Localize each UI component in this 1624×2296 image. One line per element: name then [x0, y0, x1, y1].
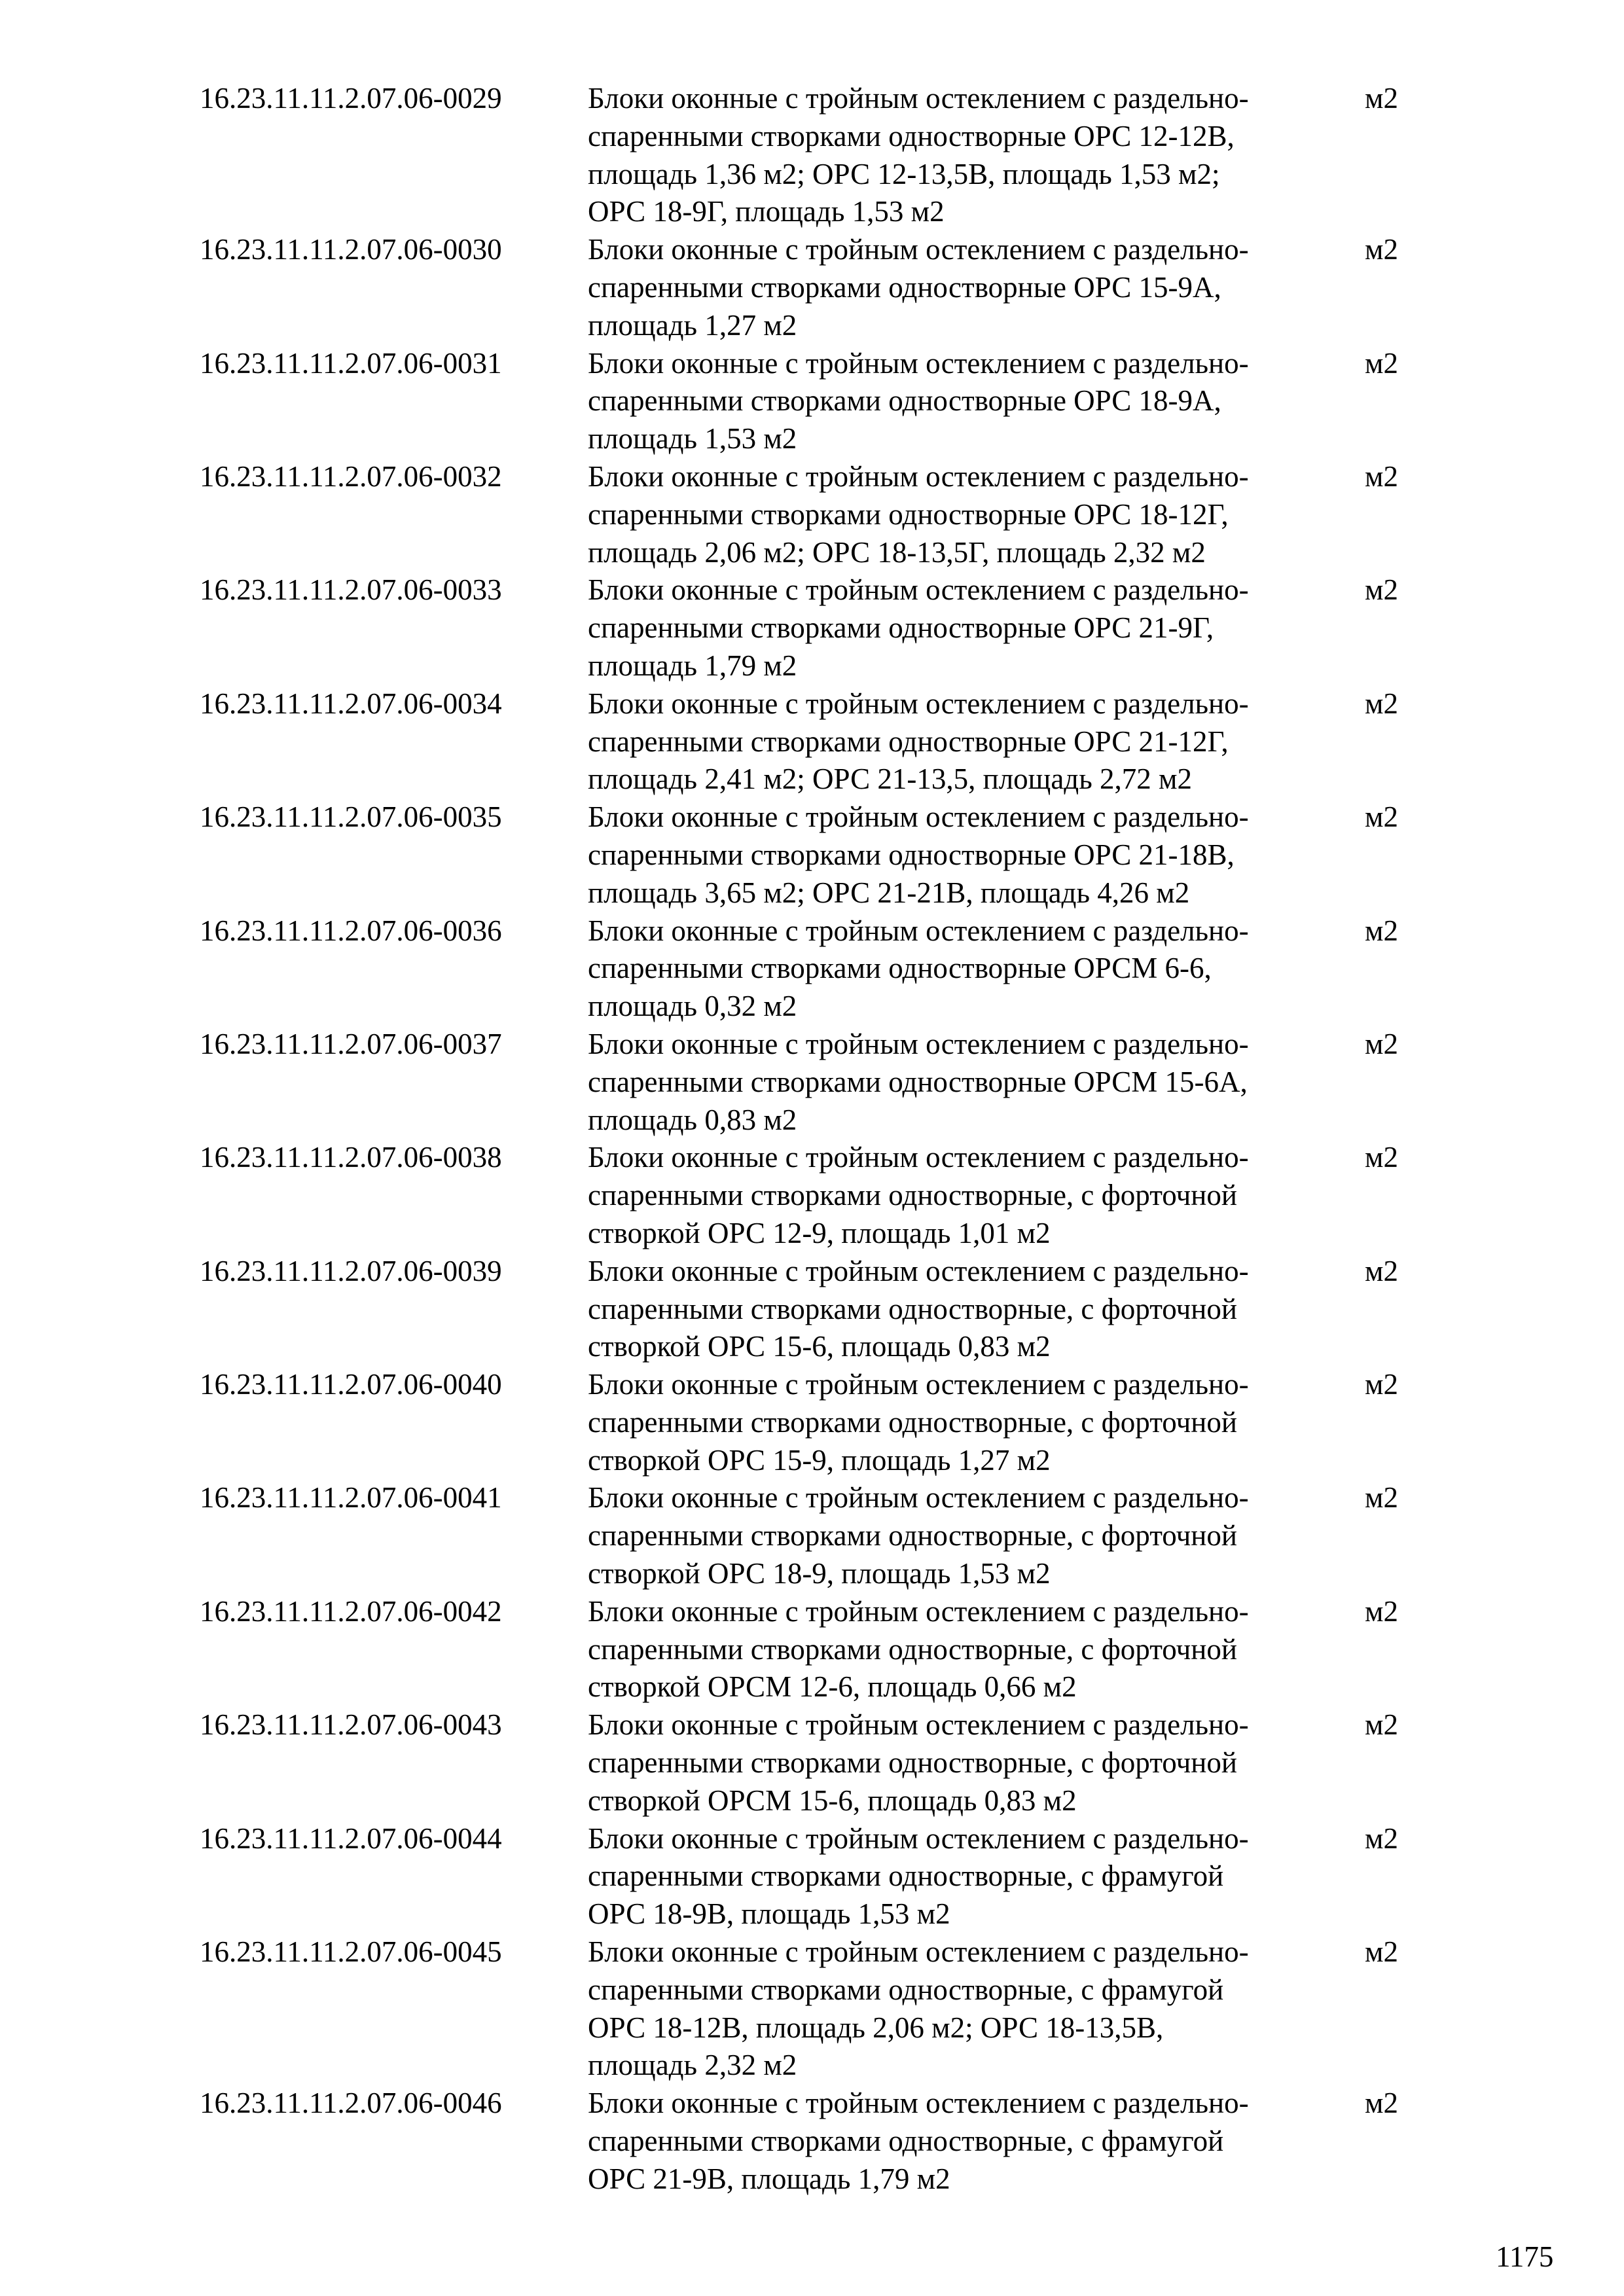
table-row: [200, 1820, 1443, 1933]
description-line: спаренными створками одностворные ОРС 15-9А,: [588, 270, 1221, 304]
description-line: площадь 0,32 м2: [588, 990, 797, 1023]
item-unit: м2: [1365, 1481, 1398, 1515]
catalog-table: [200, 80, 1443, 2198]
description-line: спаренными створками одностворные, с форточной: [588, 1179, 1237, 1212]
description-line: Блоки оконные с тройным остеклением с раздельно-: [588, 459, 1249, 493]
table-row: [200, 1593, 1443, 1706]
description-line: площадь 1,79 м2: [588, 649, 797, 682]
description-line: ОРС 18-9Г, площадь 1,53 м2: [588, 195, 945, 228]
item-description: [588, 685, 1365, 798]
description-line: Блоки оконные с тройным остеклением с раздельно-: [588, 1594, 1249, 1628]
description-line: Блоки оконные с тройным остеклением с раздельно-: [588, 687, 1249, 720]
description-line: спаренными створками одностворные ОРС 12-12В,: [588, 119, 1235, 152]
description-line: створкой ОРСМ 15-6, площадь 0,83 м2: [588, 1784, 1077, 1817]
item-unit: м2: [1365, 82, 1398, 115]
description-line: спаренными створками одностворные ОРС 18-9А,: [588, 384, 1221, 418]
item-unit: м2: [1365, 1027, 1398, 1060]
description-line: спаренными створками одностворные, с форточной: [588, 1632, 1237, 1666]
item-unit: м2: [1365, 1141, 1398, 1174]
description-line: площадь 3,65 м2; ОРС 21-21В, площадь 4,26 м2: [588, 876, 1190, 909]
item-description: [588, 571, 1365, 685]
item-code: 16.23.11.11.2.07.06-0045: [200, 1935, 502, 1969]
item-code: 16.23.11.11.2.07.06-0039: [200, 1254, 502, 1287]
table-row: [200, 1253, 1443, 1366]
description-line: площадь 1,27 м2: [588, 308, 797, 342]
table-row: [200, 1933, 1443, 2085]
table-row: [200, 1366, 1443, 1479]
table-row: [200, 1706, 1443, 1820]
item-description: [588, 1026, 1365, 1139]
description-line: Блоки оконные с тройным остеклением с раздельно-: [588, 914, 1249, 947]
description-line: Блоки оконные с тройным остеклением с раздельно-: [588, 1141, 1249, 1174]
item-code: 16.23.11.11.2.07.06-0032: [200, 459, 502, 493]
description-line: Блоки оконные с тройным остеклением с раздельно-: [588, 346, 1249, 380]
description-line: Блоки оконные с тройным остеклением с раздельно-: [588, 1821, 1249, 1855]
description-line: ОРС 18-12В, площадь 2,06 м2; ОРС 18-13,5В,: [588, 2011, 1164, 2044]
description-line: спаренными створками одностворные, с фрамугой: [588, 1859, 1224, 1893]
item-unit: м2: [1365, 914, 1398, 947]
item-unit: м2: [1365, 1708, 1398, 1742]
description-line: спаренными створками одностворные, с фрамугой: [588, 1973, 1224, 2006]
item-unit: м2: [1365, 459, 1398, 493]
item-code: 16.23.11.11.2.07.06-0035: [200, 800, 502, 834]
table-row: [200, 345, 1443, 458]
item-unit: м2: [1365, 573, 1398, 607]
item-code: 16.23.11.11.2.07.06-0044: [200, 1821, 502, 1855]
item-code: 16.23.11.11.2.07.06-0029: [200, 82, 502, 115]
description-line: Блоки оконные с тройным остеклением с раздельно-: [588, 573, 1249, 607]
item-description: [588, 798, 1365, 912]
table-row: [200, 571, 1443, 685]
item-description: [588, 345, 1365, 458]
description-line: спаренными створками одностворные, с фрамугой: [588, 2125, 1224, 2158]
item-description: [588, 231, 1365, 344]
item-unit: м2: [1365, 1594, 1398, 1628]
table-row: [200, 1479, 1443, 1592]
table-row: [200, 912, 1443, 1026]
description-line: площадь 1,53 м2: [588, 422, 797, 456]
description-line: Блоки оконные с тройным остеклением с раздельно-: [588, 1481, 1249, 1515]
description-line: Блоки оконные с тройным остеклением с раздельно-: [588, 1708, 1249, 1742]
item-description: [588, 1933, 1365, 2085]
item-code: 16.23.11.11.2.07.06-0037: [200, 1027, 502, 1060]
item-description: [588, 1253, 1365, 1366]
table-row: [200, 231, 1443, 344]
table-row: [200, 2085, 1443, 2198]
description-line: Блоки оконные с тройным остеклением с раздельно-: [588, 800, 1249, 834]
item-code: 16.23.11.11.2.07.06-0033: [200, 573, 502, 607]
item-code: 16.23.11.11.2.07.06-0042: [200, 1594, 502, 1628]
item-description: [588, 1706, 1365, 1820]
item-description: [588, 1479, 1365, 1592]
item-unit: м2: [1365, 1254, 1398, 1287]
description-line: створкой ОРС 15-6, площадь 0,83 м2: [588, 1330, 1051, 1363]
item-description: [588, 458, 1365, 571]
description-line: спаренными створками одностворные ОРСМ 6-6,: [588, 952, 1212, 985]
description-line: Блоки оконные с тройным остеклением с раздельно-: [588, 1368, 1249, 1401]
item-code: 16.23.11.11.2.07.06-0041: [200, 1481, 502, 1515]
item-description: [588, 1593, 1365, 1706]
item-unit: м2: [1365, 1368, 1398, 1401]
description-line: Блоки оконные с тройным остеклением с раздельно-: [588, 1254, 1249, 1287]
description-line: Блоки оконные с тройным остеклением с раздельно-: [588, 233, 1249, 266]
description-line: Блоки оконные с тройным остеклением с раздельно-: [588, 1027, 1249, 1060]
description-line: спаренными створками одностворные, с форточной: [588, 1746, 1237, 1780]
item-description: [588, 80, 1365, 231]
item-code: 16.23.11.11.2.07.06-0036: [200, 914, 502, 947]
item-description: [588, 1820, 1365, 1933]
description-line: створкой ОРСМ 12-6, площадь 0,66 м2: [588, 1670, 1077, 1704]
description-line: спаренными створками одностворные, с форточной: [588, 1405, 1237, 1439]
item-description: [588, 1366, 1365, 1479]
description-line: спаренными створками одностворные ОРС 18-12Г,: [588, 497, 1229, 531]
item-description: [588, 1139, 1365, 1252]
description-line: ОРС 21-9В, площадь 1,79 м2: [588, 2162, 950, 2195]
item-unit: м2: [1365, 1821, 1398, 1855]
item-unit: м2: [1365, 346, 1398, 380]
description-line: створкой ОРС 15-9, площадь 1,27 м2: [588, 1443, 1051, 1477]
description-line: спаренными створками одностворные ОРСМ 15-6А,: [588, 1065, 1248, 1098]
table-row: [200, 1026, 1443, 1139]
item-code: 16.23.11.11.2.07.06-0030: [200, 233, 502, 266]
item-code: 16.23.11.11.2.07.06-0040: [200, 1368, 502, 1401]
description-line: спаренными створками одностворные ОРС 21-12Г,: [588, 725, 1229, 758]
description-line: площадь 2,32 м2: [588, 2049, 797, 2082]
item-unit: м2: [1365, 800, 1398, 834]
item-unit: м2: [1365, 687, 1398, 720]
description-line: Блоки оконные с тройным остеклением с раздельно-: [588, 1935, 1249, 1969]
table-row: [200, 685, 1443, 798]
table-row: [200, 458, 1443, 571]
item-code: 16.23.11.11.2.07.06-0046: [200, 2087, 502, 2120]
item-code: 16.23.11.11.2.07.06-0031: [200, 346, 502, 380]
description-line: площадь 2,06 м2; ОРС 18-13,5Г, площадь 2,32 м2: [588, 535, 1206, 569]
table-row: [200, 80, 1443, 231]
description-line: площадь 0,83 м2: [588, 1103, 797, 1136]
description-line: Блоки оконные с тройным остеклением с раздельно-: [588, 2087, 1249, 2120]
item-unit: м2: [1365, 1935, 1398, 1969]
description-line: створкой ОРС 18-9, площадь 1,53 м2: [588, 1557, 1051, 1590]
item-unit: м2: [1365, 2087, 1398, 2120]
description-line: спаренными створками одностворные ОРС 21-9Г,: [588, 611, 1214, 645]
description-line: площадь 1,36 м2; ОРС 12-13,5В, площадь 1,53 м2;: [588, 157, 1220, 190]
description-line: створкой ОРС 12-9, площадь 1,01 м2: [588, 1216, 1051, 1249]
page-number: 1175: [1496, 2240, 1554, 2273]
description-line: спаренными створками одностворные ОРС 21-18В,: [588, 838, 1235, 871]
description-line: площадь 2,41 м2; ОРС 21-13,5, площадь 2,72 м2: [588, 762, 1192, 796]
table-row: [200, 1139, 1443, 1252]
description-line: ОРС 18-9В, площадь 1,53 м2: [588, 1897, 950, 1931]
table-row: [200, 798, 1443, 912]
description-line: спаренными створками одностворные, с форточной: [588, 1519, 1237, 1552]
item-description: [588, 2085, 1365, 2198]
item-unit: м2: [1365, 233, 1398, 266]
item-code: 16.23.11.11.2.07.06-0043: [200, 1708, 502, 1742]
item-code: 16.23.11.11.2.07.06-0034: [200, 687, 502, 720]
item-description: [588, 912, 1365, 1026]
description-line: Блоки оконные с тройным остеклением с раздельно-: [588, 82, 1249, 115]
description-line: спаренными створками одностворные, с форточной: [588, 1292, 1237, 1325]
item-code: 16.23.11.11.2.07.06-0038: [200, 1141, 502, 1174]
